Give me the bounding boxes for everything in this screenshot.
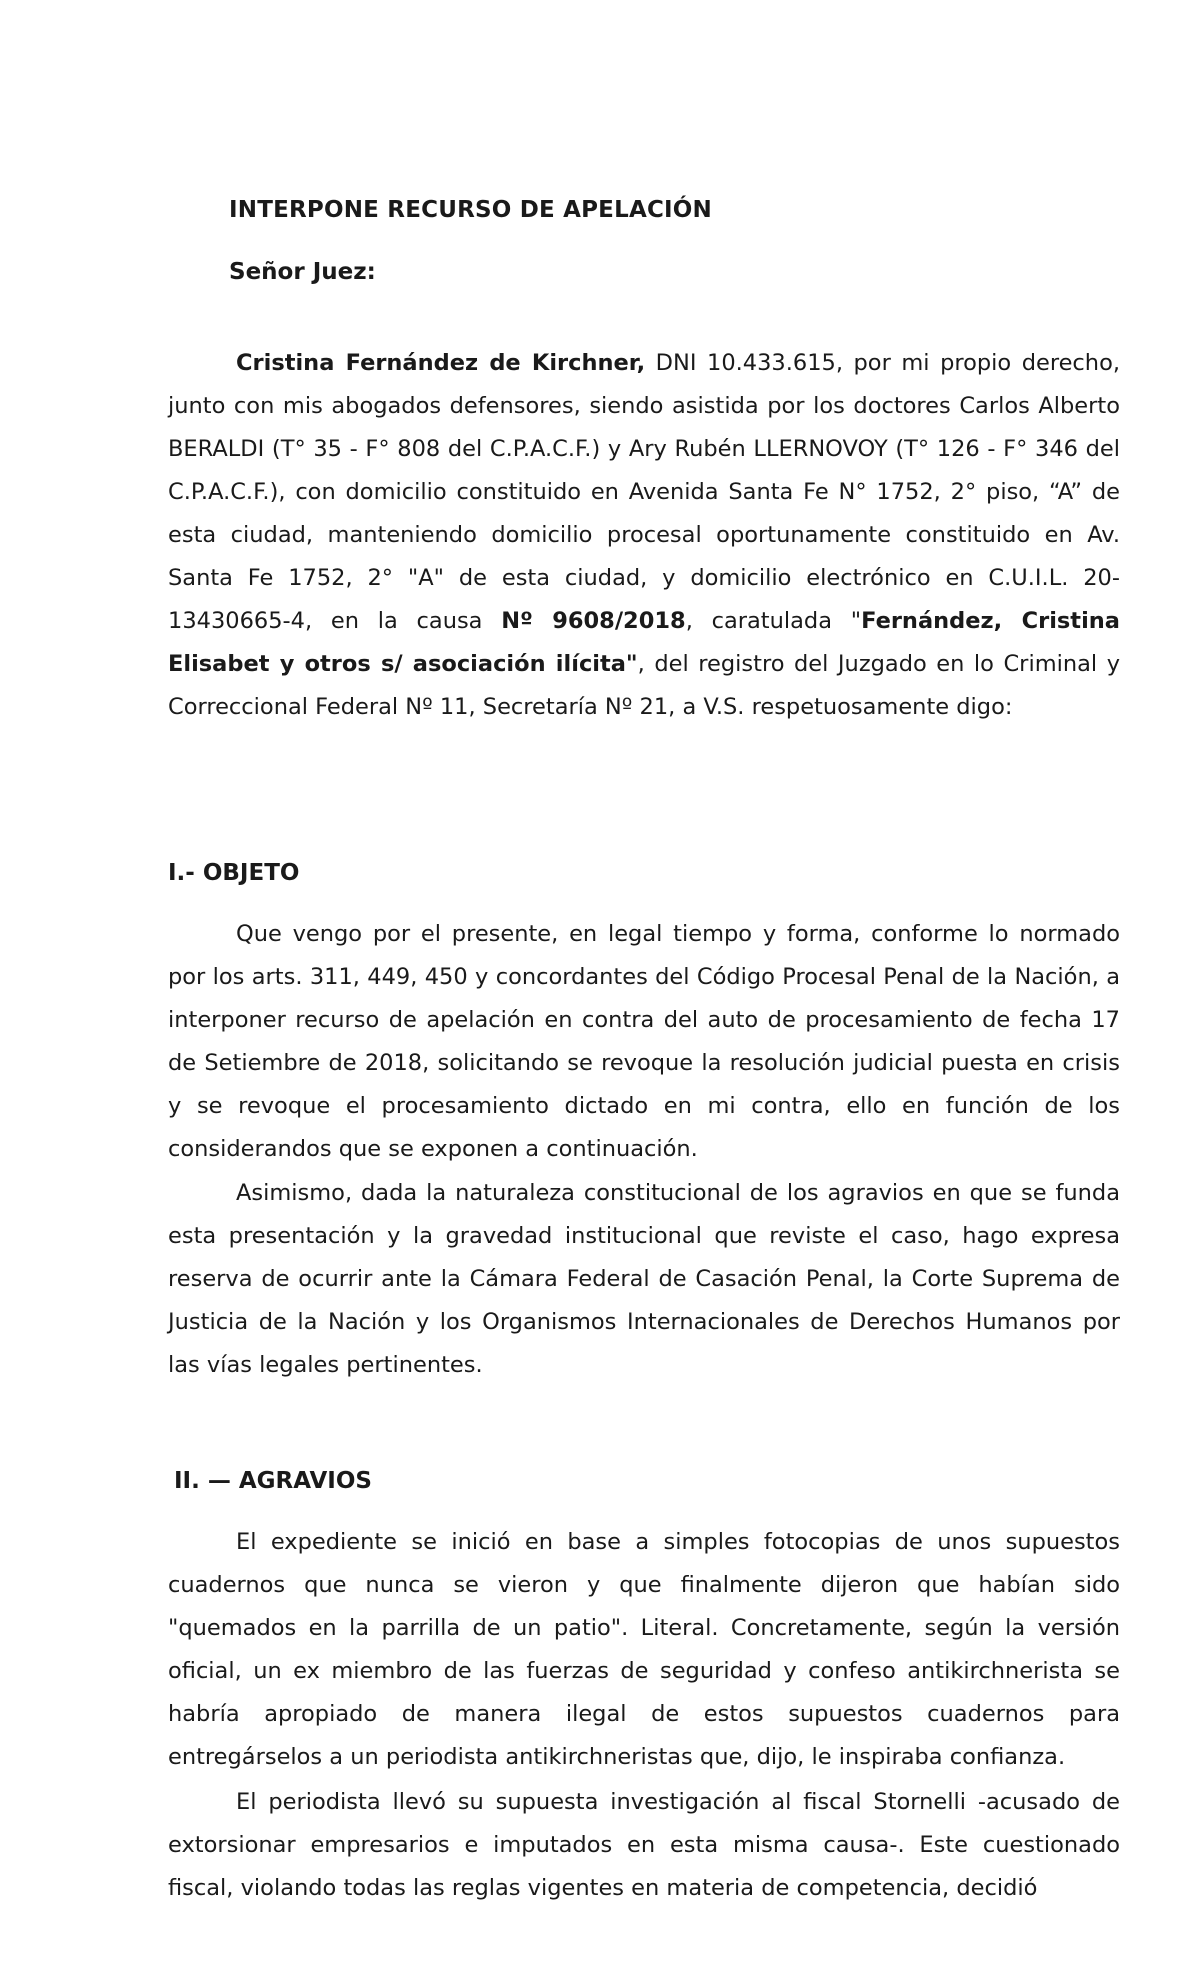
intro-text-2: , caratulada " <box>685 608 862 634</box>
case-number: Nº 9608/2018 <box>501 608 686 634</box>
intro-text-1: DNI 10.433.615, por mi propio derecho, junto con mis abogados defensores, siendo asistida por los doctores Carlos Alberto BERALDI (T° 35 - F° 808 del C.P.A.C.F.) y Ary Rubén LLERNOVOY (T° 126 - F° 346 del C.P.A.C.F.), con domicilio constituido en Avenida Santa Fe N° 1752, 2° piso, “A” de esta ciudad, manteniendo domicilio procesal oportunamente constituido en Av. Santa Fe 1752, 2° "A" de esta ciudad, y domicilio electrónico en C.U.I.L. 20-13430665-4, en la causa <box>168 350 1120 634</box>
objeto-paragraph-1: Que vengo por el presente, en legal tiempo y forma, conforme lo normado por los arts. 311, 449, 450 y concordantes del Código Procesal Penal de la Nación, a interponer recurso de apelación en contra del auto de procesamiento de fecha 17 de Setiembre de 2018, solicitando se revoque la resolución judicial puesta en crisis y se revoque el procesamiento dictado en mi contra, ello en función de los considerandos que se exponen a continuación. <box>168 921 1120 1162</box>
author-name: Cristina Fernández de Kirchner, <box>236 350 646 376</box>
case-title: Fernández, Cristina Elisabet y otros s/ asociación ilícita" <box>168 608 1120 677</box>
document-title: INTERPONE RECURSO DE APELACIÓN <box>229 197 712 223</box>
agravios-paragraph-1: El expediente se inició en base a simples fotocopias de unos supuestos cuadernos que nunca se vieron y que finalmente dijeron que habían sido "quemados en la parrilla de un patio". Literal. Concretamente, según la versión oficial, un ex miembro de las fuerzas de seguridad y confeso antikirchnerista se habría apropiado de manera ilegal de estos supuestos cuadernos para entregárselos a un periodista antikirchneristas que, dijo, le inspiraba confianza. <box>168 1529 1120 1770</box>
salutation: Señor Juez: <box>229 259 376 285</box>
section-heading-agravios: II. — AGRAVIOS <box>174 1468 372 1494</box>
section-heading-objeto: I.- OBJETO <box>168 860 300 886</box>
objeto-paragraph-2: Asimismo, dada la naturaleza constitucional de los agravios en que se funda esta presentación y la gravedad institucional que reviste el caso, hago expresa reserva de ocurrir ante la Cámara Federal de Casación Penal, la Corte Suprema de Justicia de la Nación y los Organismos Internacionales de Derechos Humanos por las vías legales pertinentes. <box>168 1180 1120 1378</box>
intro-text-3: , del registro del Juzgado en lo Criminal y Correccional Federal Nº 11, Secretaría Nº 21, a V.S. respetuosamente digo: <box>168 651 1121 720</box>
agravios-paragraph-2: El periodista llevó su supuesta investigación al fiscal Stornelli -acusado de extorsionar empresarios e imputados en esta misma causa-. Este cuestionado fiscal, violando todas las reglas vigentes en materia de competencia, decidió <box>168 1789 1120 1901</box>
intro-paragraph <box>168 342 1120 729</box>
